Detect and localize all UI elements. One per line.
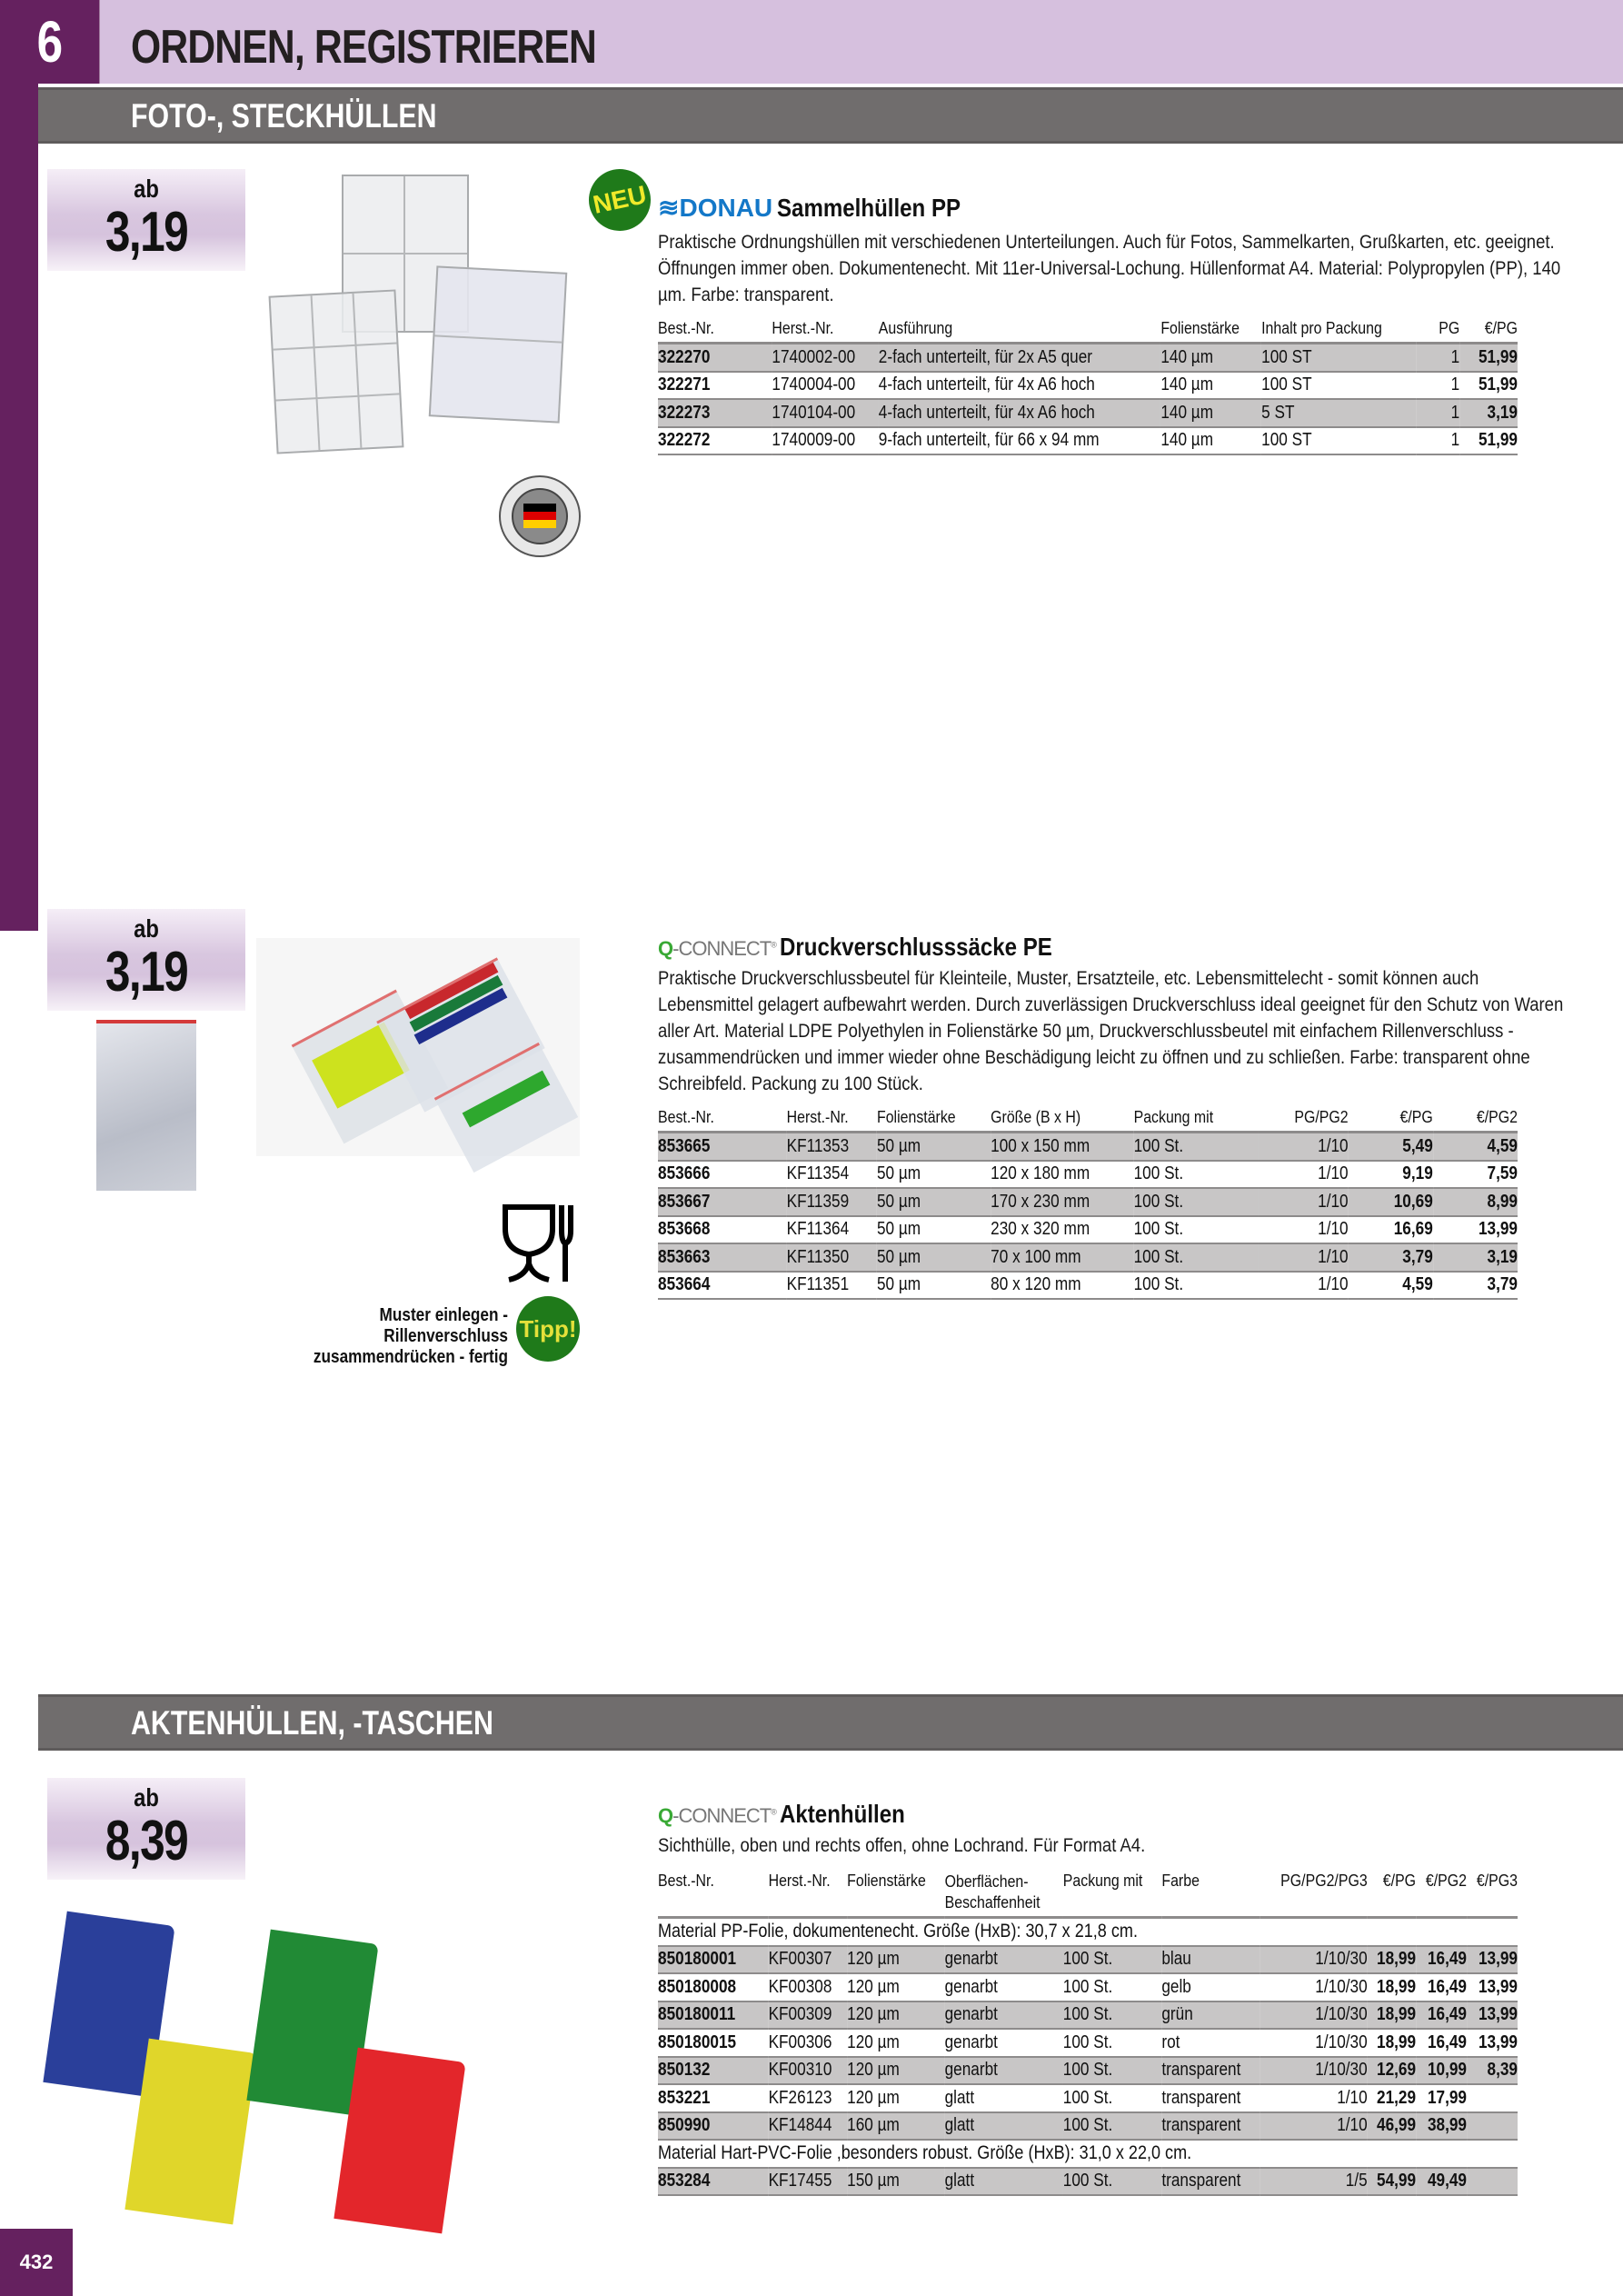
table-cell: KF11350: [787, 1243, 877, 1272]
table-cell: 140 µm: [1160, 344, 1261, 372]
table-cell: 100 St.: [1063, 1946, 1162, 1974]
made-in-germany-seal-icon: [498, 474, 582, 558]
table-cell: 16,49: [1416, 1946, 1467, 1974]
col-header: Herst.-Nr.: [769, 1871, 848, 1918]
table-cell: 100 St.: [1134, 1161, 1259, 1189]
table-cell: 16,49: [1416, 2029, 1467, 2057]
table-cell: [1467, 2084, 1518, 2112]
table-cell: transparent: [1161, 2057, 1260, 2085]
price-prefix: ab: [134, 914, 159, 943]
price-badge: [47, 1778, 245, 1880]
price-badge: [47, 169, 245, 271]
table-cell: 9-fach unterteilt, für 66 x 94 mm: [879, 427, 1161, 455]
table-row: [658, 2168, 1518, 2196]
table-cell: 51,99: [1459, 427, 1518, 455]
table-row: [658, 1243, 1518, 1272]
table-cell: 160 µm: [847, 2112, 944, 2141]
price-prefix: ab: [134, 175, 159, 203]
table-cell: 16,69: [1349, 1216, 1433, 1244]
group-label: Material PP-Folie, dokumentenecht. Größe (HxB): 30,7 x 21,8 cm.: [658, 1918, 1518, 1946]
table-cell: genarbt: [945, 2029, 1063, 2057]
brand-logo-q-connect: Q-CONNECT®: [658, 937, 776, 960]
table-cell: 100 St.: [1134, 1216, 1259, 1244]
table-cell: 120 µm: [847, 1973, 944, 2002]
table-cell: 853667: [658, 1188, 787, 1216]
table-cell: 3,19: [1433, 1243, 1518, 1272]
table-cell: 12,69: [1368, 2057, 1416, 2085]
table-cell: 13,99: [1467, 2029, 1518, 2057]
product-table-aktenhuellen: [658, 1871, 1518, 2196]
table-cell: 1740004-00: [772, 372, 878, 400]
table-cell: genarbt: [945, 1946, 1063, 1974]
table-row: [658, 1188, 1518, 1216]
table-cell: KF00307: [769, 1946, 848, 1974]
product-description: Praktische Druckverschlussbeutel für Kleinteile, Muster, Ersatzteile, etc. Lebensmittelecht - somit können auch Lebensmittel gelagert aufbewahrt werden. Durch zuverlässigen Druckverschluss ideal geeignet für den Schutz von Waren aller Art. Material LDPE Polyethylen in Folienstärke 50 µm, Druckverschlussbeutel mit einfachem Rillenverschluss - zusammendrücken und immer wieder ohne Beschädigung leicht zu öffnen und zu schließen. Farbe: transparent ohne Schreibfeld. Packung zu 100 Stück.: [658, 967, 1564, 1094]
table-cell: 100 St.: [1063, 2029, 1162, 2057]
table-cell: glatt: [945, 2112, 1063, 2141]
table-cell: 850180001: [658, 1946, 769, 1974]
table-cell: 853221: [658, 2084, 769, 2112]
price-value: 8,39: [105, 1810, 188, 1872]
group-label: Material Hart-PVC-Folie ,besonders robust. Größe (HxB): 31,0 x 22,0 cm.: [658, 2140, 1518, 2168]
table-cell: KF11351: [787, 1272, 877, 1300]
col-header: €/PG2: [1433, 1107, 1518, 1133]
product-table-sammelhuellen: [658, 318, 1518, 455]
table-cell: 13,99: [1433, 1216, 1518, 1244]
table-cell: genarbt: [945, 2002, 1063, 2030]
chapter-title: ORDNEN, REGISTRIEREN: [131, 21, 596, 74]
table-cell: KF14844: [769, 2112, 848, 2141]
table-cell: 100 St.: [1134, 1272, 1259, 1300]
table-cell: 322273: [658, 399, 772, 427]
table-cell: 51,99: [1459, 372, 1518, 400]
table-cell: [1467, 2112, 1518, 2141]
table-cell: 120 µm: [847, 2029, 944, 2057]
table-cell: 853663: [658, 1243, 787, 1272]
table-cell: 1/10: [1258, 1216, 1348, 1244]
table-cell: 120 µm: [847, 2084, 944, 2112]
table-cell: 853664: [658, 1272, 787, 1300]
table-cell: 850180011: [658, 2002, 769, 2030]
col-header: Herst.-Nr.: [772, 318, 878, 344]
tipp-badge: Tipp!: [516, 1296, 580, 1362]
price-value: 3,19: [105, 941, 188, 1003]
table-cell: 10,69: [1349, 1188, 1433, 1216]
col-header: Folienstärke: [877, 1107, 991, 1133]
table-cell: 8,39: [1467, 2057, 1518, 2085]
product-description: Sichthülle, oben und rechts offen, ohne Lochrand. Für Format A4.: [658, 1834, 1146, 1856]
col-header: Folienstärke: [1160, 318, 1261, 344]
table-row: [658, 2112, 1518, 2141]
table-row: [658, 372, 1518, 400]
table-cell: 1/5: [1260, 2168, 1367, 2196]
table-cell: 100 St.: [1134, 1133, 1259, 1161]
table-cell: 50 µm: [877, 1243, 991, 1272]
table-cell: 140 µm: [1160, 372, 1261, 400]
table-row: [658, 1161, 1518, 1189]
table-cell: genarbt: [945, 2057, 1063, 2085]
table-cell: 100 x 150 mm: [991, 1133, 1133, 1161]
col-header: Folienstärke: [847, 1871, 944, 1918]
section-bar-foto-steckhuellen: [38, 87, 1623, 144]
table-row: [658, 2029, 1518, 2057]
table-cell: 7,59: [1433, 1161, 1518, 1189]
table-cell: 853668: [658, 1216, 787, 1244]
section-title: AKTENHÜLLEN, -TASCHEN: [131, 1704, 493, 1742]
table-cell: 1: [1416, 399, 1459, 427]
col-header: €/PG2: [1416, 1871, 1467, 1918]
table-cell: 1: [1416, 344, 1459, 372]
table-cell: 80 x 120 mm: [991, 1272, 1133, 1300]
col-header: PG/PG2/PG3: [1260, 1871, 1367, 1918]
table-cell: 50 µm: [877, 1272, 991, 1300]
table-cell: 13,99: [1467, 1973, 1518, 2002]
col-header: Packung mit: [1134, 1107, 1259, 1133]
table-cell: 8,99: [1433, 1188, 1518, 1216]
table-cell: KF11364: [787, 1216, 877, 1244]
table-cell: KF11354: [787, 1161, 877, 1189]
table-row: [658, 344, 1518, 372]
table-cell: 1/10/30: [1260, 2057, 1367, 2085]
table-cell: genarbt: [945, 1973, 1063, 2002]
table-cell: grün: [1161, 2002, 1260, 2030]
table-group-row: [658, 1918, 1518, 1946]
table-row: [658, 1133, 1518, 1161]
table-cell: 850180015: [658, 2029, 769, 2057]
table-cell: 46,99: [1368, 2112, 1416, 2141]
table-cell: 18,99: [1368, 2029, 1416, 2057]
table-cell: 3,19: [1459, 399, 1518, 427]
table-cell: 1740002-00: [772, 344, 878, 372]
table-cell: transparent: [1161, 2168, 1260, 2196]
product-image-bags-with-items: [256, 938, 580, 1156]
table-cell: 100 St.: [1134, 1243, 1259, 1272]
table-row: [658, 399, 1518, 427]
table-cell: 16,49: [1416, 2002, 1467, 2030]
table-row: [658, 2057, 1518, 2085]
table-cell: 322272: [658, 427, 772, 455]
table-cell: 1/10: [1258, 1243, 1348, 1272]
product-table-druckverschlusssaecke: [658, 1107, 1518, 1300]
table-cell: transparent: [1161, 2084, 1260, 2112]
table-cell: 49,49: [1416, 2168, 1467, 2196]
col-header: Packung mit: [1063, 1871, 1162, 1918]
product-title: Sammelhüllen PP: [776, 194, 961, 222]
product-heading: [658, 1800, 926, 1829]
page-number: 432: [0, 2229, 73, 2296]
price-badge: [47, 909, 245, 1011]
table-cell: 1/10: [1258, 1161, 1348, 1189]
table-cell: 1/10/30: [1260, 2002, 1367, 2030]
table-cell: 170 x 230 mm: [991, 1188, 1133, 1216]
table-cell: KF17455: [769, 2168, 848, 2196]
col-header: Ausführung: [879, 318, 1161, 344]
table-row: [658, 1216, 1518, 1244]
table-cell: 1/10: [1258, 1133, 1348, 1161]
table-cell: 853665: [658, 1133, 787, 1161]
table-cell: 50 µm: [877, 1161, 991, 1189]
table-row: [658, 2002, 1518, 2030]
col-header: €/PG: [1459, 318, 1518, 344]
table-cell: 1: [1416, 427, 1459, 455]
product-image-aktenhuellen: [27, 1909, 645, 2254]
table-cell: KF00308: [769, 1973, 848, 2002]
table-cell: 1/10: [1258, 1188, 1348, 1216]
table-cell: 3,79: [1349, 1243, 1433, 1272]
price-value: 3,19: [105, 201, 188, 264]
product-heading: [658, 193, 991, 223]
table-cell: KF00309: [769, 2002, 848, 2030]
table-cell: 100 St.: [1063, 1973, 1162, 2002]
col-header: €/PG: [1349, 1107, 1433, 1133]
tip-text: [278, 1305, 508, 1368]
table-cell: glatt: [945, 2084, 1063, 2112]
table-cell: 18,99: [1368, 1946, 1416, 1974]
table-cell: transparent: [1161, 2112, 1260, 2141]
table-cell: 4-fach unterteilt, für 4x A6 hoch: [879, 372, 1161, 400]
chapter-number: 6: [0, 0, 100, 84]
col-header: Oberflächen-Beschaffenheit: [945, 1871, 1063, 1918]
col-header: Größe (B x H): [991, 1107, 1133, 1133]
section-bar-aktenhuellen: [38, 1694, 1623, 1751]
table-cell: 5 ST: [1261, 399, 1416, 427]
table-cell: 322271: [658, 372, 772, 400]
table-cell: 100 St.: [1063, 2002, 1162, 2030]
table-cell: KF00310: [769, 2057, 848, 2085]
folder-red: [334, 2048, 465, 2234]
col-header: PG/PG2: [1258, 1107, 1348, 1133]
table-cell: 853284: [658, 2168, 769, 2196]
table-cell: 850180008: [658, 1973, 769, 2002]
table-cell: 100 ST: [1261, 344, 1416, 372]
table-cell: 3,79: [1433, 1272, 1518, 1300]
table-cell: 1/10/30: [1260, 2029, 1367, 2057]
folder-yellow: [124, 2039, 256, 2225]
brand-logo-q-connect: Q-CONNECT®: [658, 1804, 776, 1827]
table-cell: 100 St.: [1063, 2084, 1162, 2112]
table-cell: 54,99: [1368, 2168, 1416, 2196]
table-cell: 10,99: [1416, 2057, 1467, 2085]
table-cell: blau: [1161, 1946, 1260, 1974]
table-cell: glatt: [945, 2168, 1063, 2196]
col-header: PG: [1416, 318, 1459, 344]
table-cell: 51,99: [1459, 344, 1518, 372]
brand-logo-donau: ≋DONAU: [658, 194, 773, 222]
col-header: Farbe: [1161, 1871, 1260, 1918]
table-cell: 850990: [658, 2112, 769, 2141]
table-row: [658, 1946, 1518, 1974]
table-cell: 50 µm: [877, 1216, 991, 1244]
tip-text-line: Muster einlegen - Rillenverschluss: [379, 1305, 508, 1346]
table-cell: 150 µm: [847, 2168, 944, 2196]
product-image-sammelhuellen: [264, 164, 582, 491]
table-cell: 322270: [658, 344, 772, 372]
col-header: €/PG3: [1467, 1871, 1518, 1918]
price-prefix: ab: [134, 1783, 159, 1812]
chapter-side-tab: [0, 84, 38, 931]
col-header: Herst.-Nr.: [787, 1107, 877, 1133]
table-cell: 70 x 100 mm: [991, 1243, 1133, 1272]
table-cell: 4,59: [1433, 1133, 1518, 1161]
table-cell: 1/10/30: [1260, 1973, 1367, 2002]
col-header: Best.-Nr.: [658, 1107, 787, 1133]
table-cell: 50 µm: [877, 1188, 991, 1216]
table-cell: 21,29: [1368, 2084, 1416, 2112]
table-cell: 1/10: [1258, 1272, 1348, 1300]
table-cell: 1/10: [1260, 2112, 1367, 2141]
table-cell: 120 µm: [847, 1946, 944, 1974]
table-cell: 140 µm: [1160, 427, 1261, 455]
table-cell: 50 µm: [877, 1133, 991, 1161]
table-cell: 100 St.: [1063, 2057, 1162, 2085]
product-description: Praktische Ordnungshüllen mit verschiedenen Unterteilungen. Auch für Fotos, Sammelkarten, Grußkarten, etc. geeignet. Öffnungen immer oben. Dokumentenecht. Mit 11er-Universal-Lochung. Hüllenformat A4. Material: Polypropylen (PP), 140 µm. Farbe: transparent.: [658, 231, 1561, 305]
table-cell: 120 µm: [847, 2057, 944, 2085]
table-cell: 1740104-00: [772, 399, 878, 427]
product-title: Druckverschlusssäcke PE: [780, 933, 1053, 961]
table-cell: KF11353: [787, 1133, 877, 1161]
table-cell: 100 St.: [1063, 2112, 1162, 2141]
table-cell: 2-fach unterteilt, für 2x A5 quer: [879, 344, 1161, 372]
table-cell: 9,19: [1349, 1161, 1433, 1189]
table-cell: 850132: [658, 2057, 769, 2085]
col-header: Best.-Nr.: [658, 318, 772, 344]
table-cell: 100 St.: [1063, 2168, 1162, 2196]
table-cell: 100 ST: [1261, 427, 1416, 455]
section-title: FOTO-, STECKHÜLLEN: [131, 97, 437, 135]
table-row: [658, 1973, 1518, 2002]
table-cell: 18,99: [1368, 1973, 1416, 2002]
table-cell: 140 µm: [1160, 399, 1261, 427]
table-cell: 16,49: [1416, 1973, 1467, 2002]
table-cell: 38,99: [1416, 2112, 1467, 2141]
table-cell: 1: [1416, 372, 1459, 400]
table-cell: 120 µm: [847, 2002, 944, 2030]
table-cell: KF11359: [787, 1188, 877, 1216]
product-heading: [658, 933, 1097, 962]
table-group-row: [658, 2140, 1518, 2168]
table-cell: 1740009-00: [772, 427, 878, 455]
table-cell: KF00306: [769, 2029, 848, 2057]
table-cell: 18,99: [1368, 2002, 1416, 2030]
col-header: Inhalt pro Packung: [1261, 318, 1416, 344]
table-cell: 17,99: [1416, 2084, 1467, 2112]
table-cell: gelb: [1161, 1973, 1260, 2002]
table-cell: 1/10/30: [1260, 1946, 1367, 1974]
table-cell: 1/10: [1260, 2084, 1367, 2112]
table-cell: 230 x 320 mm: [991, 1216, 1133, 1244]
table-cell: 13,99: [1467, 2002, 1518, 2030]
col-header: Best.-Nr.: [658, 1871, 769, 1918]
product-title: Aktenhüllen: [780, 1800, 906, 1828]
table-cell: 4-fach unterteilt, für 4x A6 hoch: [879, 399, 1161, 427]
table-cell: 853666: [658, 1161, 787, 1189]
table-cell: 120 x 180 mm: [991, 1161, 1133, 1189]
food-safe-glass-fork-icon: [502, 1203, 580, 1285]
neu-badge: NEU: [583, 164, 657, 237]
table-cell: [1467, 2168, 1518, 2196]
table-cell: 5,49: [1349, 1133, 1433, 1161]
product-image-bag: [96, 1020, 196, 1191]
table-cell: 100 St.: [1134, 1188, 1259, 1216]
table-row: [658, 2084, 1518, 2112]
table-row: [658, 1272, 1518, 1300]
table-row: [658, 427, 1518, 455]
table-cell: 4,59: [1349, 1272, 1433, 1300]
table-cell: KF26123: [769, 2084, 848, 2112]
table-cell: 100 ST: [1261, 372, 1416, 400]
table-cell: rot: [1161, 2029, 1260, 2057]
col-header: €/PG: [1368, 1871, 1416, 1918]
table-cell: 13,99: [1467, 1946, 1518, 1974]
tip-text-line: zusammendrücken - fertig: [313, 1347, 508, 1367]
